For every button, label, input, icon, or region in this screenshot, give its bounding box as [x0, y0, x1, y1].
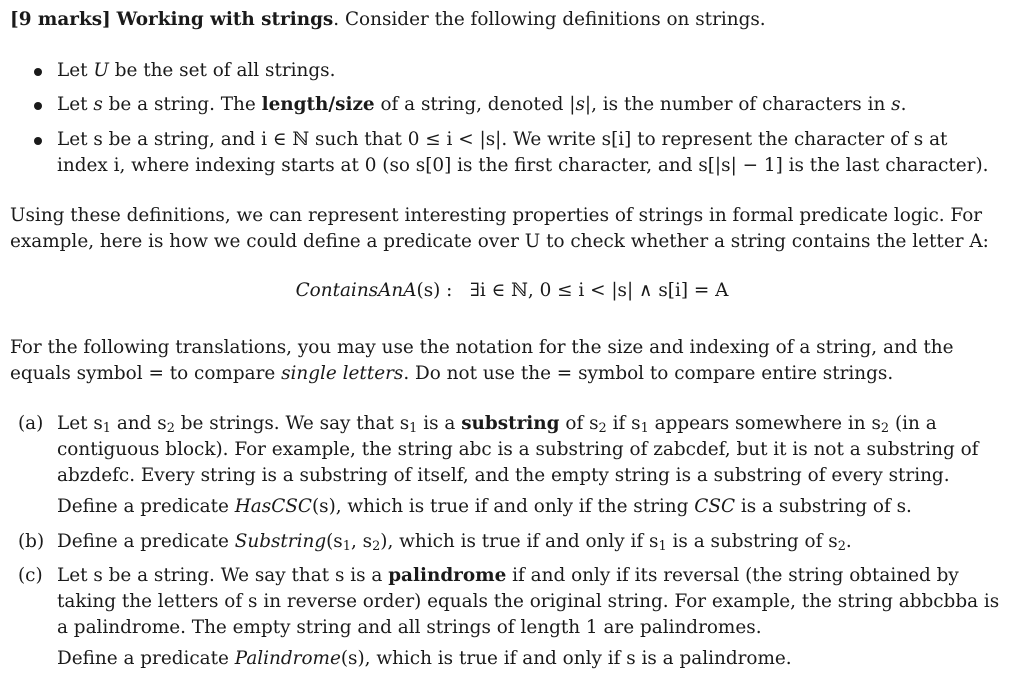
text: if and only if its reversal (the string obtained by [506, 565, 959, 586]
part-label: (a) [18, 413, 44, 434]
part-line: a palindrome. The empty string and all strings of length 1 are palindromes. [57, 617, 762, 638]
text: |, is the number of characters in [584, 94, 892, 115]
emphasis: single letters [281, 363, 404, 384]
text: be the set of all strings. [108, 60, 336, 81]
subscript: 1 [102, 421, 111, 437]
text: (s), which is true if and only if s is a palindrome. [340, 648, 792, 669]
text: Define a predicate [57, 648, 235, 669]
text: is a substring of s [666, 531, 838, 552]
text: . [845, 531, 852, 552]
bullet-item [57, 58, 335, 84]
text: U [93, 60, 109, 81]
text: Define a predicate [57, 531, 235, 552]
text: . [900, 94, 907, 115]
paragraph-line: Using these definitions, we can represent interesting properties of strings in formal predicate logic. For [10, 205, 983, 226]
text: . Do not use the = symbol to compare entire strings. [403, 363, 894, 384]
bullet-item [57, 92, 906, 118]
paragraph-line: example, here is how we could define a predicate over U to check whether a string contains the letter A: [10, 231, 989, 252]
predicate-name: Palindrome [234, 648, 341, 669]
part-line [57, 563, 959, 589]
subscript: 2 [598, 421, 607, 437]
text: s [891, 94, 901, 115]
part-line [57, 494, 912, 520]
text: CSC [694, 496, 736, 517]
formula-arg: (s) : [416, 280, 453, 301]
formula-name: ContainsAnA [295, 280, 417, 301]
subscript: 2 [166, 421, 175, 437]
text: s [575, 94, 585, 115]
text: of s [559, 413, 599, 434]
text: equals symbol = to compare [10, 363, 282, 384]
text: s [93, 94, 103, 115]
subscript: 1 [409, 421, 418, 437]
formula-body: ∃i ∈ ℕ, 0 ≤ i < |s| ∧ s[i] = A [469, 280, 729, 301]
part-line: taking the letters of s in reverse order) equals the original string. For example, the string abbcbba is [57, 591, 1000, 612]
text: ), which is true if and only if s [380, 531, 659, 552]
subscript: 2 [372, 539, 381, 555]
text: is a [417, 413, 462, 434]
subscript: 2 [880, 421, 890, 437]
question-title: Working with strings [116, 9, 334, 30]
text: of a string, denoted | [374, 94, 576, 115]
bullet-dot [34, 137, 42, 145]
bullet-line: Let s be a string, and i ∈ ℕ such that 0 ≤ i < |s|. We write s[i] to represent the character of s at [57, 129, 948, 150]
formula [0, 278, 1024, 304]
part-line: contiguous block). For example, the string abc is a substring of zabcdef, but it is not a substring of [57, 439, 979, 460]
part-line: abzdefc. Every string is a substring of itself, and the empty string is a substring of every string. [57, 465, 950, 486]
text: be strings. We say that s [174, 413, 410, 434]
text: , s [350, 531, 373, 552]
subscript: 1 [342, 539, 351, 555]
part-label: (b) [18, 531, 45, 552]
header-rest: . Consider the following definitions on strings. [333, 9, 766, 30]
text: (s), which is true if and only if the string [311, 496, 695, 517]
text: (in a [889, 413, 937, 434]
bullet-line: index i, where indexing starts at 0 (so s[0] is the first character, and s[|s| − 1] is the last character). [57, 155, 989, 176]
part-label: (c) [18, 565, 43, 586]
bullet-dot [34, 102, 42, 110]
predicate-name: HasCSC [234, 496, 312, 517]
part-line [57, 646, 792, 672]
text: is a substring of s. [735, 496, 912, 517]
subscript: 2 [837, 539, 846, 555]
text: Let [57, 94, 94, 115]
paragraph-line: For the following translations, you may use the notation for the size and indexing of a string, and the [10, 337, 954, 358]
text: Let [57, 60, 94, 81]
text: (s [326, 531, 343, 552]
text: Let s [57, 413, 103, 434]
text: if s [606, 413, 641, 434]
subscript: 1 [658, 539, 667, 555]
bold-term: substring [461, 413, 560, 434]
text: Define a predicate [57, 496, 235, 517]
text: Let s be a string. We say that s is a [57, 565, 389, 586]
question-header [10, 7, 766, 33]
paragraph-line [10, 361, 893, 387]
bold-term: palindrome [388, 565, 507, 586]
part-line [57, 529, 852, 555]
marks-label: [9 marks] [10, 9, 111, 30]
bullet-dot [34, 68, 42, 76]
text: be a string. The [102, 94, 262, 115]
bold-term: length/size [261, 94, 375, 115]
text: and s [110, 413, 167, 434]
predicate-name: Substring [234, 531, 327, 552]
part-line [57, 411, 937, 437]
text: appears somewhere in s [648, 413, 881, 434]
subscript: 1 [640, 421, 649, 437]
